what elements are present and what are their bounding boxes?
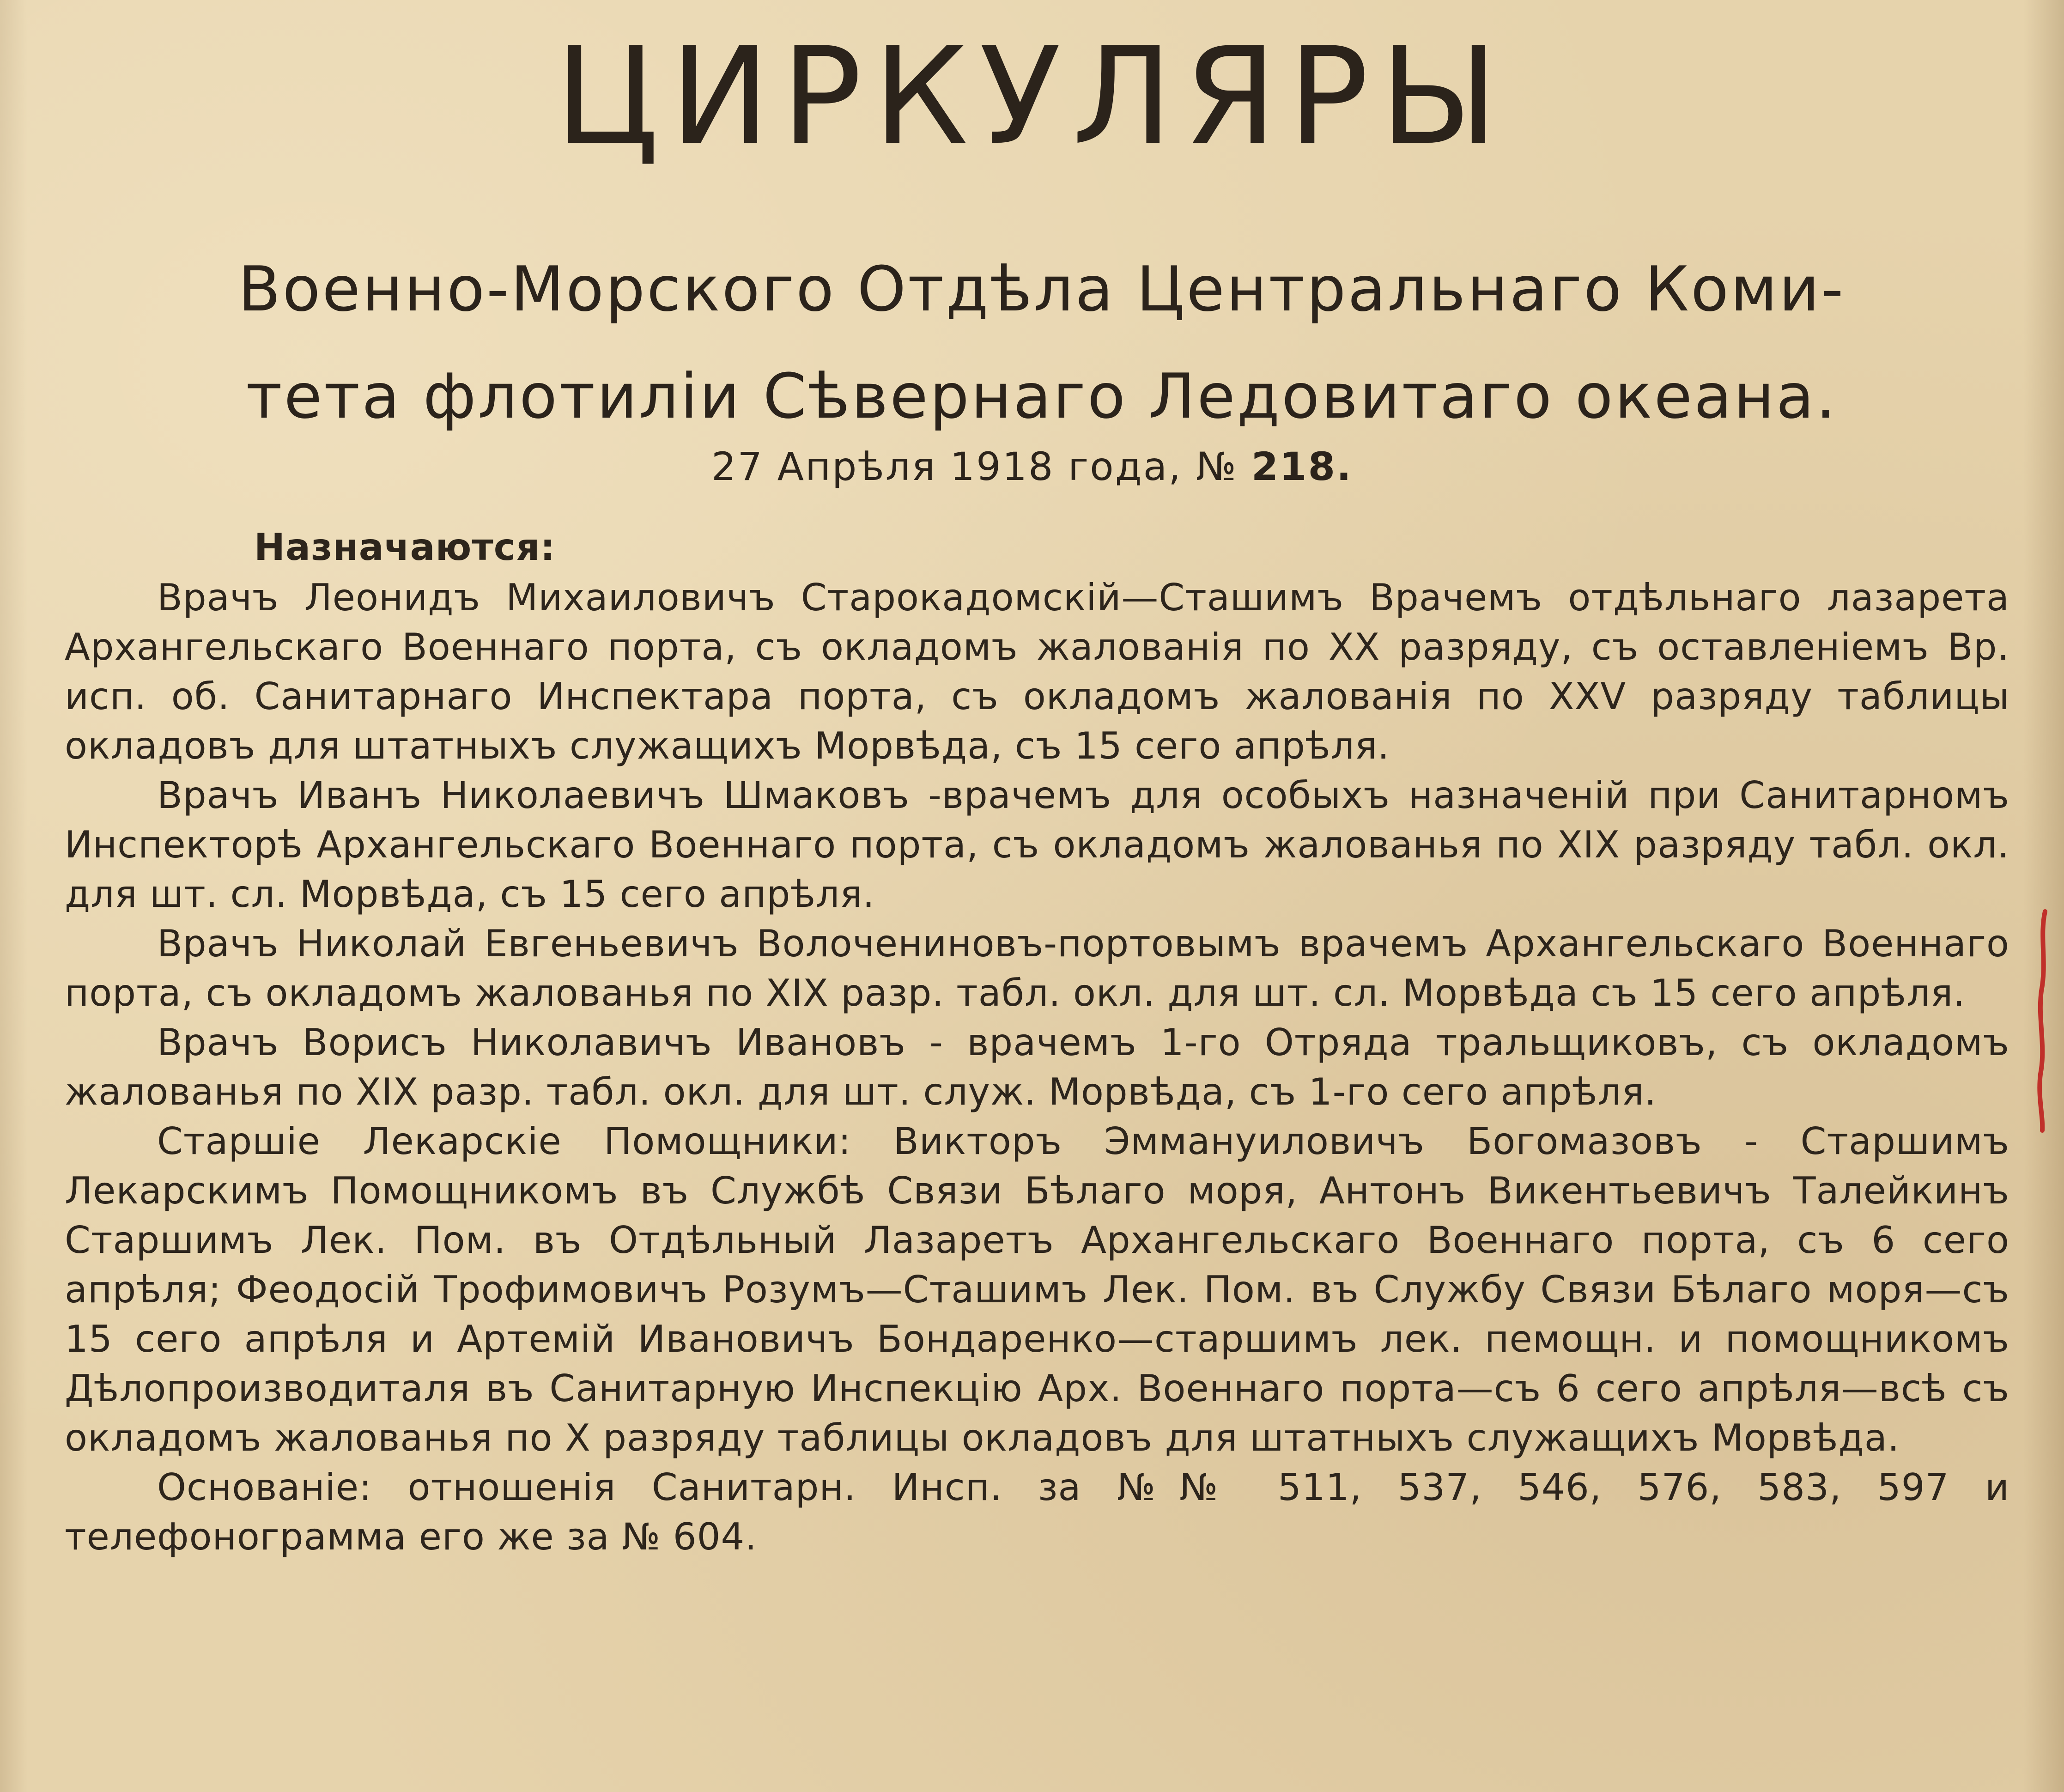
paragraph-6: Основаніе: отношенія Санитарн. Инсп. за №№ 511, 537, 546, 576, 583, 597 и телефонограмма его же за № 604. [65,1466,2009,1558]
section-heading: Назначаются: [254,526,556,569]
paragraph-5: Старшіе Лекарскіе Помощники: Викторъ Эммануиловичъ Богомазовъ - Старшимъ Лекарскимъ Помощникомъ въ Службѣ Связи Бѣлаго моря, Антонъ Викентьевичъ Талейкинъ Старшимъ Лек. Пом. въ Отдѣльный Лазаретъ Архангельскаго Военнаго порта, съ 6 сего апрѣля; Феодосій Трофимовичъ Розумъ—Сташимъ Лек. Пом. въ Службу Связи Бѣлаго моря—съ 15 сего апрѣля и Артемій Ивановичъ Бондаренко—старшимъ лек. пемощн. и помощникомъ Дѣлопроизводиталя въ Санитарную Инспекцію Арх. Военнаго порта—съ 6 сего апрѣля—всѣ съ окладомъ жалованья по X разряду таблицы окладовъ для штатныхъ служащихъ Морвѣда. [65,1120,2009,1459]
paragraph-3: Врачъ Николай Евгеньевичъ Волочениновъ-портовымъ врачемъ Архангельскаго Военнаго порта, съ окладомъ жалованья по XIX разр. табл. окл. для шт. сл. Морвѣда съ 15 сего апрѣля. [65,922,2009,1014]
date-line [0,434,2064,499]
paragraph-4: Врачъ Ворисъ Николавичъ Ивановъ - врачемъ 1-го Отряда тральщиковъ, съ окладомъ жалованья по XIX разр. табл. окл. для шт. служ. Морвѣда, съ 1-го сего апрѣля. [65,1021,2009,1113]
date-text: 27 Апрѣля 1918 года, № [711,444,1238,489]
document-subtitle [65,236,2019,450]
document-title: ЦИРКУЛЯРЫ [555,19,1509,175]
document-body [65,522,2009,1561]
subtitle-line-1: Военно-Морского Отдѣла Центральнаго Коми- [238,253,1845,325]
paragraph-1: Врачъ Леонидъ Михаиловичъ Старокадомскій—Сташимъ Врачемъ отдѣльнаго лазарета Архангельскаго Военнаго порта, съ окладомъ жалованія по XX разряду, съ оставленіемъ Вр. исп. об. Санитарнаго Инспектара порта, съ окладомъ жалованія по XXV разряду таблицы окладовъ для штатныхъ служащихъ Морвѣда, съ 15 сего апрѣля. [65,576,2009,767]
subtitle-line-2: тета флотиліи Сѣвернаго Ледовитаго океана. [246,360,1838,432]
red-pencil-margin-mark [2035,908,2051,1134]
paragraph-2: Врачъ Иванъ Николаевичъ Шмаковъ -врачемъ для особыхъ назначеній при Санитарномъ Инспекторѣ Архангельскаго Военнаго порта, съ окладомъ жалованья по XIX разряду табл. окл. для шт. сл. Морвѣда, съ 15 сего апрѣля. [65,774,2009,916]
order-number: 218. [1251,444,1353,489]
